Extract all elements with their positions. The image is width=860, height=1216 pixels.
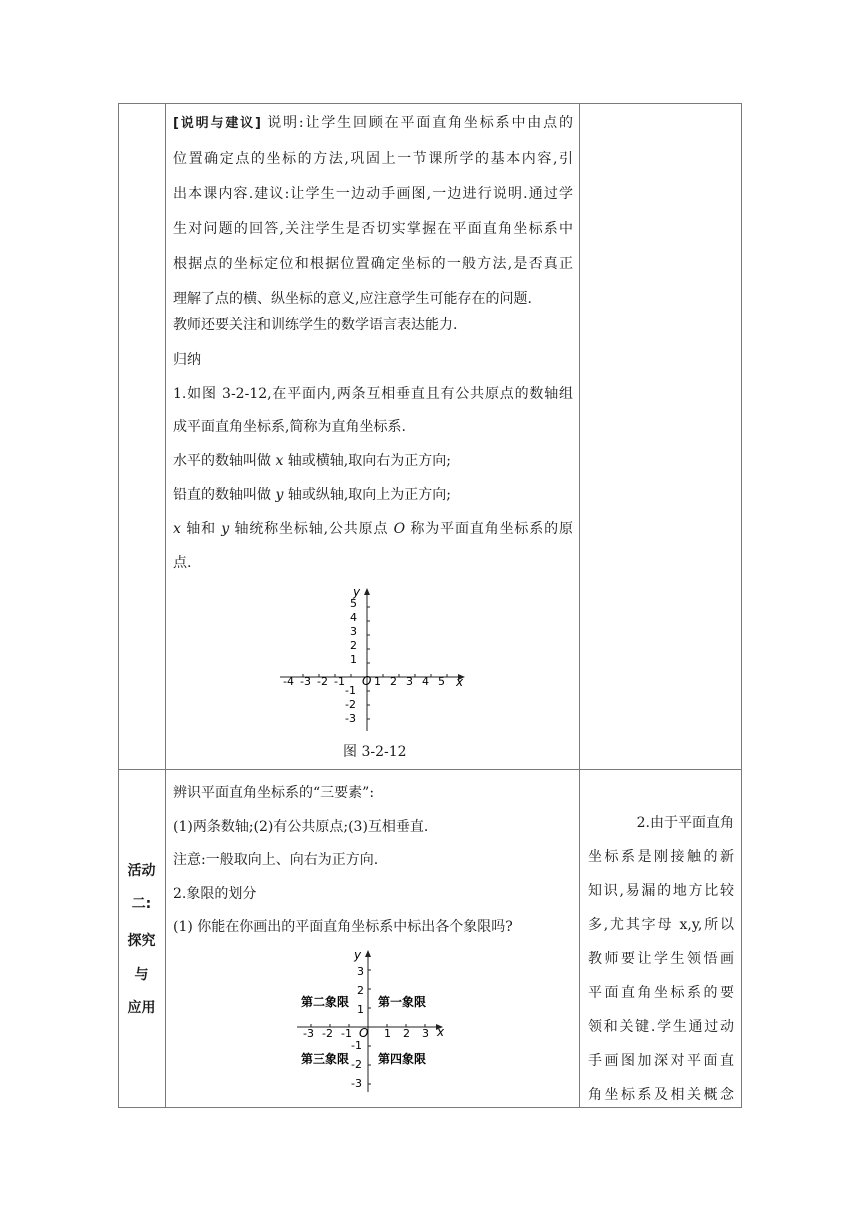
y-tick-label: 3 bbox=[350, 625, 357, 638]
note-line-4: 根据点的坐标定位和根据位置确定坐标的一般方法,是否真正 bbox=[173, 256, 573, 272]
table-left-border bbox=[118, 103, 119, 1108]
y-tick-label: -3 bbox=[351, 1077, 362, 1090]
text: 水平的数轴叫做 bbox=[173, 453, 276, 469]
x-tick-label: -3 bbox=[300, 675, 311, 688]
side-note-line: 知识,易漏的地方比较 bbox=[588, 883, 734, 899]
activity-label-line: 应用 bbox=[127, 1000, 156, 1016]
quadrant-heading: 2.象限的划分 bbox=[173, 886, 257, 902]
side-note-line: 角坐标系及相关概念 bbox=[588, 1087, 734, 1103]
y-tick-label: -3 bbox=[345, 712, 356, 725]
y-tick-label: -2 bbox=[345, 698, 356, 711]
x-tick-label: 1 bbox=[384, 1027, 391, 1040]
y-tick-label: 2 bbox=[357, 984, 364, 997]
x-tick-label: 4 bbox=[422, 675, 429, 688]
summary-vertical bbox=[173, 484, 451, 504]
note-line-6: 教师还要关注和训练学生的数学语言表达能力. bbox=[173, 317, 458, 333]
x-axis-label: x bbox=[456, 675, 464, 689]
tick-marks bbox=[303, 607, 447, 719]
x-tick-label: 1 bbox=[374, 675, 381, 688]
summary-item1-b: 成平面直角坐标系,简称为直角坐标系. bbox=[173, 419, 406, 435]
side-note-line: 领和关键.学生通过动 bbox=[588, 1019, 734, 1035]
quadrant-3-label: 第三象限 bbox=[301, 1052, 350, 1066]
note-text: 说明:让学生回顾在平面直角坐标系中由点的 bbox=[267, 115, 573, 131]
text: 铅直的数轴叫做 bbox=[173, 487, 276, 503]
side-note-line: 2.由于平面直角 bbox=[636, 815, 734, 831]
text: 轴或横轴,取向右为正方向; bbox=[283, 453, 451, 469]
table-row-divider bbox=[118, 769, 741, 770]
x-tick-label: 3 bbox=[406, 675, 413, 688]
activity-label-line: 探究 bbox=[127, 933, 156, 949]
quadrant-1-label: 第一象限 bbox=[378, 995, 427, 1009]
note-label: [说明与建议] bbox=[173, 116, 261, 131]
activity-label-line: 与 bbox=[134, 967, 149, 983]
summary-axes-end: 点. bbox=[173, 555, 192, 571]
x-tick-label: 2 bbox=[403, 1027, 410, 1040]
y-tick-label: 2 bbox=[350, 639, 357, 652]
text: 称为平面直角坐标系的原 bbox=[405, 521, 573, 537]
note-line-2: 出本课内容.建议:让学生一边动手画图,一边进行说明.通过学 bbox=[173, 186, 573, 202]
x-tick-label: 2 bbox=[390, 675, 397, 688]
origin-label: O bbox=[362, 674, 372, 688]
table-bottom-border bbox=[118, 1107, 741, 1108]
figure-caption: 图 3-2-12 bbox=[343, 744, 407, 760]
identify-text: 辨识平面直角坐标系的“三要素”: bbox=[173, 785, 375, 801]
y-axis-label: y bbox=[353, 585, 361, 599]
x-tick-label: -4 bbox=[283, 675, 294, 688]
origin-label: O bbox=[359, 1026, 369, 1040]
side-note-line: 手画图加深对平面直 bbox=[588, 1053, 734, 1069]
x-tick-label: -2 bbox=[322, 1027, 333, 1040]
y-axis-label: y bbox=[354, 948, 362, 962]
y-tick-label: 3 bbox=[357, 965, 364, 978]
y-tick-label: -2 bbox=[351, 1058, 362, 1071]
x-tick-label: -1 bbox=[334, 675, 345, 688]
summary-horizontal bbox=[173, 450, 451, 470]
var-x: x bbox=[173, 521, 181, 537]
quadrant-4-label: 第四象限 bbox=[378, 1052, 427, 1066]
quadrant-2-label: 第二象限 bbox=[301, 995, 350, 1009]
summary-heading: 归纳 bbox=[173, 352, 201, 368]
text: 轴或纵轴,取向上为正方向; bbox=[283, 487, 451, 503]
attention-text: 注意:一般取向上、向右为正方向. bbox=[173, 852, 379, 868]
x-tick-label: -2 bbox=[317, 675, 328, 688]
y-axis-arrow bbox=[365, 950, 371, 957]
side-note-line: 坐标系是刚接触的新 bbox=[588, 849, 734, 865]
table-right-border bbox=[741, 103, 742, 1108]
x-tick-label: -1 bbox=[341, 1027, 352, 1040]
var-y: y bbox=[275, 487, 284, 503]
var-o: O bbox=[393, 521, 406, 537]
note-line-0 bbox=[173, 112, 573, 132]
x-axis-label: x bbox=[437, 1025, 445, 1039]
side-note-line: 多,尤其字母 x,y,所以 bbox=[588, 917, 734, 933]
summary-item1-a: 1.如图 3-2-12,在平面内,两条互相垂直且有公共原点的数轴组 bbox=[173, 386, 573, 402]
y-tick-label: 5 bbox=[350, 597, 357, 610]
side-note-line: 平面直角坐标系的要 bbox=[588, 985, 734, 1001]
y-tick-label: 1 bbox=[350, 653, 357, 666]
y-axis-arrow bbox=[364, 588, 370, 595]
note-line-5: 理解了点的横、纵坐标的意义,应注意学生可能存在的问题. bbox=[173, 291, 532, 307]
quadrant-question: (1) 你能在你画出的平面直角坐标系中标出各个象限吗? bbox=[173, 919, 513, 935]
text: 轴和 bbox=[180, 521, 222, 537]
coordinate-figure-1 bbox=[270, 582, 470, 737]
var-x: x bbox=[275, 453, 284, 469]
activity-label-line: 活动 bbox=[127, 863, 156, 879]
y-tick-label: 4 bbox=[350, 611, 357, 624]
activity-label-line: 二: bbox=[131, 896, 152, 912]
elements-text: (1)两条数轴;(2)有公共原点;(3)互相垂直. bbox=[173, 819, 429, 835]
x-tick-label: 5 bbox=[438, 675, 445, 688]
table-col-divider-1 bbox=[165, 103, 166, 1108]
x-tick-label: 3 bbox=[422, 1027, 429, 1040]
table-top-border bbox=[118, 103, 741, 104]
y-tick-label: -1 bbox=[351, 1039, 362, 1052]
note-line-1: 位置确定点的坐标的方法,巩固上一节课所学的基本内容,引 bbox=[173, 151, 573, 167]
summary-axes bbox=[173, 518, 573, 538]
x-tick-label: -3 bbox=[303, 1027, 314, 1040]
side-note-line: 教师要让学生领悟画 bbox=[588, 951, 734, 967]
note-line-3: 生对问题的回答,关注学生是否切实掌握在平面直角坐标系中 bbox=[173, 221, 573, 237]
y-tick-label: 1 bbox=[357, 1003, 364, 1016]
var-y: y bbox=[221, 521, 230, 537]
quadrant-figure bbox=[294, 946, 454, 1096]
y-tick-label: -1 bbox=[345, 684, 356, 697]
table-col-divider-2 bbox=[579, 103, 580, 1108]
text: 轴统称坐标轴,公共原点 bbox=[229, 521, 394, 537]
